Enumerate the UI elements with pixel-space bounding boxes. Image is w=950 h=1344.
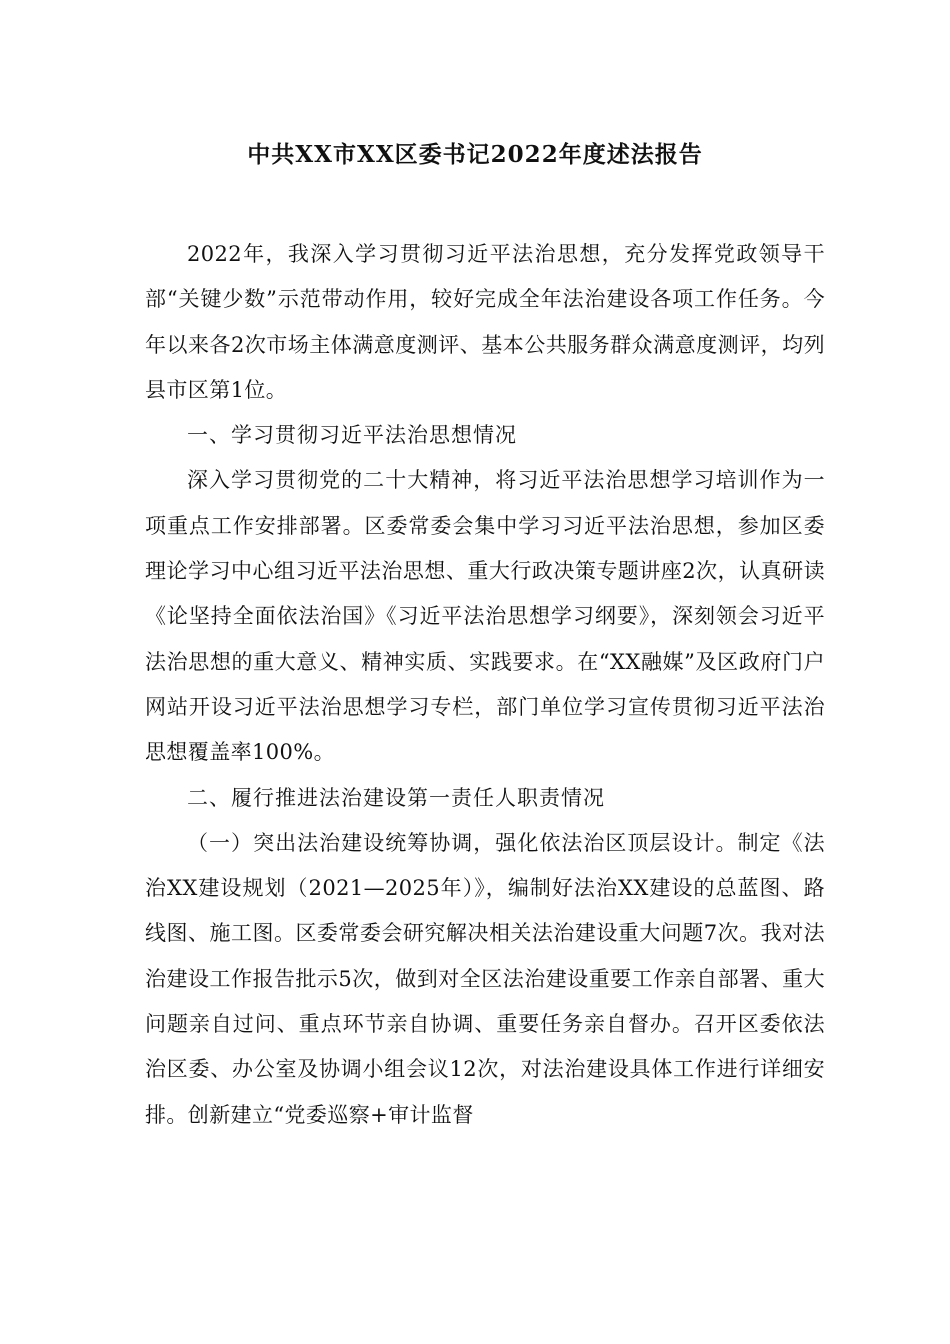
document-body xyxy=(145,232,825,1138)
section-heading-2: 二、履行推进法治建设第一责任人职责情况 xyxy=(187,785,605,810)
paragraph-intro: 2022年，我深入学习贯彻习近平法治思想，充分发挥党政领导干部“关键少数”示范带动作用，较好完成全年法治建设各项工作任务。今年以来各2次市场主体满意度测评、基本公共服务群众满意度测评，均列县市区第1位。 xyxy=(145,242,825,402)
paragraph-section-2-1: （一）突出法治建设统筹协调，强化依法治区顶层设计。制定《法治XX建设规划（2021—2025年）》，编制好法治XX建设的总蓝图、路线图、施工图。区委常委会研究解决相关法治建设重大问题7次。我对法治建设工作报告批示5次，做到对全区法治建设重要工作亲自部署、重大问题亲自过问、重点环节亲自协调、重要任务亲自督办。召开区委依法治区委、办公室及协调小组会议12次，对法治建设具体工作进行详细安排。创新建立“党委巡察+审计监督 xyxy=(145,830,825,1127)
document-title: 中共XX市XX区委书记2022年度述法报告 xyxy=(247,141,703,168)
paragraph-section-1: 深入学习贯彻党的二十大精神，将习近平法治思想学习培训作为一项重点工作安排部署。区委常委会集中学习习近平法治思想，参加区委理论学习中心组习近平法治思想、重大行政决策专题讲座2次，认真研读《论坚持全面依法治国》《习近平法治思想学习纲要》，深刻领会习近平法治思想的重大意义、精神实质、实践要求。在“XX融媒”及区政府门户网站开设习近平法治思想学习专栏，部门单位学习宣传贯彻习近平法治思想覆盖率100%。 xyxy=(145,468,825,765)
section-heading-1: 一、学习贯彻习近平法治思想情况 xyxy=(187,423,517,448)
